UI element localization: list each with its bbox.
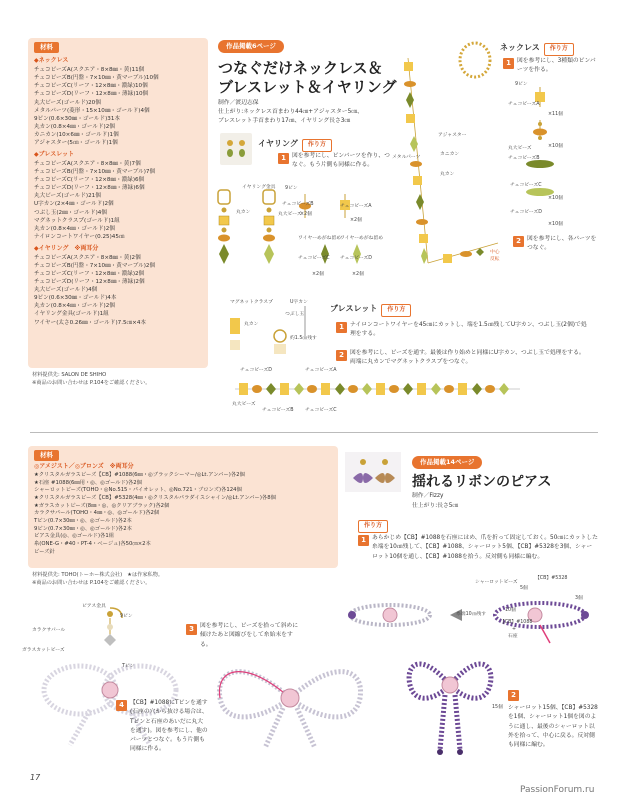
bracelet-bead bbox=[239, 383, 248, 395]
top-bracelet_items-item: チェコビーズD(リーフ・12×8㎜・薄緑)6個 bbox=[34, 185, 145, 192]
necklace-step-1-text: 図を参考にし、3種類のピンパーツを作る。 bbox=[517, 58, 596, 74]
bottom-items-item: ★石座 #1088(6㎜用・◎、◎ゴールド)各2個 bbox=[34, 479, 142, 486]
ribbon-photo-icon bbox=[345, 452, 401, 492]
earring-materials-head: ◆イヤリング ※両耳分 bbox=[34, 244, 99, 252]
lbl-czechD-neck: チェコビーズD bbox=[510, 210, 542, 215]
necklace-chain bbox=[408, 58, 498, 263]
bracelet-how-label: 作り方 bbox=[381, 304, 411, 317]
top-earring_items-item: チェコビーズD(リーフ・12×8㎜・薄緑)2個 bbox=[34, 279, 145, 285]
lbl-maru-dai-br: 丸大ビーズ bbox=[232, 402, 256, 407]
ribbon-step3-diagram bbox=[205, 648, 380, 753]
bracelet-bead bbox=[485, 385, 495, 393]
bracelet-materials-head: ◆ブレスレット bbox=[34, 151, 75, 159]
top-necklace_items-item: メタルパーツ(菱形・15×10㎜・ゴールド)4個 bbox=[34, 107, 150, 114]
lbl-n15: 15個 bbox=[492, 705, 503, 710]
necklace-photo-icon bbox=[455, 40, 495, 80]
title-top-line2: ブレスレット＆イヤリング bbox=[218, 78, 397, 96]
bracelet-bead bbox=[376, 383, 385, 395]
bracelet-bead bbox=[389, 385, 399, 393]
bracelet-bead bbox=[294, 383, 304, 395]
supplier-note-top: ※商品のお問い合わせは P.104をご確認ください。 bbox=[32, 380, 151, 386]
lbl-czechA-ear: チェコビーズA bbox=[340, 204, 372, 209]
earring-title bbox=[258, 138, 332, 152]
lbl-cb5328-top: 【CB】#5328 bbox=[535, 576, 568, 581]
lbl-turn: 反転 bbox=[490, 257, 500, 262]
lbl-x10-a: ×10個 bbox=[548, 144, 563, 149]
necklace-photo bbox=[455, 40, 495, 80]
lbl-marukan-neck: 丸カン bbox=[440, 172, 455, 177]
top-bracelet_items-item: ナイロンコートワイヤー(0.25)45㎝ bbox=[34, 233, 125, 240]
bracelet-bead bbox=[444, 385, 454, 393]
lbl-pin9-pierce: 9ピン bbox=[120, 614, 133, 619]
bottom-items-item: ★クリスタルガラスビーズ【CB】#1088(6㎜・◎ブラックシーマー/◎Lt.アンバー)各2個 bbox=[34, 472, 245, 479]
bottom-items-item: ★クリスタルガラスビーズ【CB】#5328(4㎜・◎クリスタルパラダイスシャイン/◎Lt.アンバー)各8個 bbox=[34, 495, 276, 502]
bottom-items-item: ★ガラスカットビーズ(8㎜・◎、◎クリアブラック)各2個 bbox=[34, 502, 170, 509]
top-earring_items-item: チェコビーズB(円盤・7×10㎜・黄マーブル)2個 bbox=[34, 262, 156, 269]
bottom-items-item: ビーズ針 bbox=[34, 548, 55, 555]
bracelet-bead bbox=[280, 383, 289, 395]
lbl-wire-wrap-2: ワイヤーめがね留め bbox=[340, 236, 384, 241]
lbl-karakusa: カラクサパール bbox=[32, 628, 66, 633]
top-earring_items-item: ワイヤー(太さ0.26㎜・ゴールド)7.5㎝×4本 bbox=[34, 319, 146, 326]
top-earring_items-item: 丸カン(0.8×4㎜・ゴールド)2個 bbox=[34, 303, 115, 310]
lbl-center: 中心 bbox=[490, 250, 500, 255]
ribbon-step-3-num: 3 bbox=[186, 624, 197, 635]
bracelet-bead bbox=[417, 383, 426, 395]
necklace-title-text: ネックレス bbox=[500, 43, 540, 52]
top-earring_items-item: 9ピン(0.6×30㎜・ゴールド)4本 bbox=[34, 295, 117, 302]
lbl-marukan-ear: 丸カン bbox=[236, 210, 251, 215]
necklace-title bbox=[500, 42, 574, 56]
top-necklace_items-item: 9ピン(0.6×30㎜・ゴールド)31本 bbox=[34, 115, 120, 122]
ribbon-step-4-text: 【CB】#1088にTピンを通す(石座の穴から抜ける場合は、Tピンと石座のあいだに丸大を通す)。図を参考にし、他のパーツとつなぐ。もう片側も同様に作る。 bbox=[130, 700, 208, 753]
lbl-n3: 3個 bbox=[575, 596, 583, 601]
ribbon-step-4-num: 4 bbox=[116, 700, 127, 711]
bracelet-step-2-text: 図を参考にし、ビーズを通す。最後は作り始めと同様にU字カン、つぶし玉で処理をする。両端に丸カンでマグネットクラスプをつなぐ。 bbox=[350, 350, 585, 366]
lbl-metal-parts: メタルパーツ bbox=[392, 155, 421, 160]
top-necklace_items-item: チェコビーズA(スクエア・8×8㎜・黄)11個 bbox=[34, 67, 145, 74]
supplier-top: 材料提供先: SALON DE SHIHO bbox=[32, 372, 107, 378]
lbl-cb1088-top: 【CB】#1088 bbox=[500, 620, 533, 625]
top-necklace_items-item: 丸カン(0.8×4㎜・ゴールド)2個 bbox=[34, 123, 115, 130]
top-bracelet_items-item: チェコビーズC(リーフ・12×8㎜・濃緑)6個 bbox=[34, 177, 145, 184]
lbl-n10: 10個 bbox=[505, 608, 516, 613]
bracelet-bead bbox=[472, 383, 482, 395]
lbl-adjuster: アジャスター bbox=[438, 133, 467, 138]
lbl-marukan-br: 丸カン bbox=[244, 322, 259, 327]
bracelet-step-1-text: ナイロンコートワイヤーを45㎝にカットし、端を1.5㎝残してU字カン、つぶし玉(2個)で処理をする。 bbox=[350, 322, 587, 338]
page-badge-top: 作品掲載6ページ bbox=[218, 40, 284, 53]
lbl-kanikan: カニカン bbox=[440, 152, 460, 157]
necklace-materials-list bbox=[34, 66, 202, 147]
bottom-materials-head: ◎アメジスト／◎ブロンズ ※両耳分 bbox=[34, 463, 134, 471]
lbl-pin9-neck: 9ピン bbox=[515, 82, 528, 87]
lbl-czechC-ear: チェコビーズC bbox=[298, 256, 330, 261]
bracelet-bead bbox=[431, 383, 441, 395]
lbl-x2-d: ×2個 bbox=[352, 272, 364, 277]
materials-box-top bbox=[28, 38, 208, 368]
lbl-x10-c: ×10個 bbox=[548, 222, 563, 227]
bracelet-title bbox=[330, 303, 411, 317]
supplier-note-bottom: ※商品のお問い合わせは P.104をご確認ください。 bbox=[32, 580, 151, 586]
bracelet-bead bbox=[307, 385, 317, 393]
top-necklace_items-item: チェコビーズB(円盤・7×10㎜・黄マーブル)10個 bbox=[34, 75, 159, 82]
lbl-maru-dai-ear: 丸大ビーズ bbox=[278, 212, 302, 217]
bracelet-bead bbox=[321, 383, 330, 395]
ribbon-step-2-num: 2 bbox=[508, 690, 519, 701]
bracelet-strand bbox=[225, 375, 525, 405]
lbl-piercing: ピアス金具 bbox=[82, 604, 106, 609]
top-earring_items-item: チェコビーズC(リーフ・12×8㎜・濃緑)2個 bbox=[34, 270, 145, 277]
top-earring_items-item: チェコビーズA(スクエア・8×8㎜・黄)2個 bbox=[34, 254, 141, 261]
finish-bottom: 仕上がり:長さ5㎝ bbox=[412, 503, 459, 509]
finish-top-2: ブレスレット手首まわり17㎝、イヤリング長さ3㎝ bbox=[218, 118, 351, 124]
lbl-x10-b: ×10個 bbox=[548, 196, 563, 201]
bracelet-bead bbox=[458, 383, 467, 395]
necklace-step-2-text: 図を参考にし、各パーツをつなぐ。 bbox=[527, 236, 597, 252]
top-bracelet_items-item: つぶし玉(2㎜・ゴールド)4個 bbox=[34, 209, 107, 216]
lbl-x2-c: ×2個 bbox=[312, 272, 324, 277]
bottom-materials-list bbox=[34, 472, 332, 556]
bracelet-bead bbox=[348, 385, 358, 393]
top-necklace_items-item: アジャスター(5㎝・ゴールド)1個 bbox=[34, 140, 118, 147]
ribbon-step-1-text: あらかじめ【CB】#1088を石座にはめ、爪を折って固定しておく。50㎝にカットした糸端を10㎝残して、【CB】#1088、シャーロット5個、【CB】#5328を3個、シャーロット10個を通し、【CB】#1088を拾う。反対側も同様に編む。 bbox=[372, 535, 598, 560]
bracelet-bead bbox=[499, 383, 509, 395]
earring-step-1-num: 1 bbox=[278, 153, 289, 164]
top-bracelet_items-item: U字カン(2×4㎜・ゴールド)2個 bbox=[34, 201, 114, 208]
lbl-x2-a: ×2個 bbox=[300, 212, 312, 217]
necklace-how-label: 作り方 bbox=[544, 43, 574, 56]
lbl-tsubushi: つぶし玉 bbox=[285, 312, 305, 317]
bracelet-title-text: ブレスレット bbox=[330, 304, 378, 313]
lbl-czechA-neck: チェコビーズA bbox=[508, 102, 540, 107]
earring-left-chain bbox=[218, 190, 230, 264]
lbl-thread-left: 糸端10㎝残す bbox=[456, 612, 487, 617]
necklace-beads bbox=[404, 62, 484, 264]
top-necklace_items-item: カニカン(10×6㎜・ゴールド)1個 bbox=[34, 131, 119, 138]
lbl-plus: + bbox=[512, 627, 517, 632]
lbl-czechB-neck: チェコビーズB bbox=[508, 156, 540, 161]
necklace-materials-head: ◆ネックレス bbox=[34, 57, 69, 65]
title-bottom: 揺れるリボンのピアス bbox=[412, 474, 552, 490]
bracelet-step-2-num: 2 bbox=[336, 350, 347, 361]
bracelet-bead bbox=[335, 383, 345, 395]
lbl-charlotte-top: シャーロットビーズ bbox=[475, 580, 518, 585]
bottom-items-item: カラクサパール(TOHO・4㎜・◎、◎ゴールド)各2個 bbox=[34, 510, 160, 517]
lbl-earring-parts: イヤリング金具 bbox=[242, 185, 276, 190]
bottom-how-label: 作り方 bbox=[358, 520, 388, 533]
necklace-step-2-num: 2 bbox=[513, 236, 524, 247]
section-divider bbox=[30, 432, 598, 433]
top-bracelet_items-item: 丸カン(0.8×4㎜・ゴールド)2個 bbox=[34, 225, 115, 232]
ribbon-photo bbox=[345, 452, 401, 492]
credit-top: 制作／渡辺志保 bbox=[218, 100, 259, 106]
earring-title-text: イヤリング bbox=[258, 139, 298, 148]
earring-photo-icon bbox=[220, 133, 252, 165]
page-badge-bottom: 作品掲載14ページ bbox=[412, 456, 482, 469]
earring-how-label: 作り方 bbox=[302, 139, 332, 152]
earring-materials-list bbox=[34, 254, 202, 327]
bracelet-bead bbox=[362, 383, 372, 395]
top-bracelet_items-item: チェコビーズA(スクエア・8×8㎜・黄)7個 bbox=[34, 160, 141, 167]
top-bracelet_items-item: 丸大ビーズ(ゴールド)21個 bbox=[34, 193, 101, 200]
bracelet-bead bbox=[266, 383, 276, 395]
lbl-czechB-ear: チェコビーズB bbox=[282, 202, 314, 207]
lbl-tpin: Tピン bbox=[122, 664, 135, 669]
lbl-x2-b: ×2個 bbox=[350, 218, 362, 223]
finish-top-1: 仕上がり:ネックレス首まわり44㎝+アジャスター5㎝、 bbox=[218, 109, 363, 115]
materials-box-bottom bbox=[28, 446, 338, 568]
supplier-bottom: 材料提供先: TOHO(トーホー株式会社) ★は作家私物。 bbox=[32, 572, 164, 578]
necklace-step-1-num: 1 bbox=[503, 58, 514, 69]
earring-right-chain bbox=[263, 190, 275, 264]
bracelet-bead bbox=[403, 383, 413, 395]
site-watermark: PassionForum.ru bbox=[520, 785, 595, 795]
bracelet-materials-list bbox=[34, 160, 202, 241]
lbl-czechD-br: チェコビーズD bbox=[240, 368, 272, 373]
bottom-items-item: 9ピン(0.7×30㎜・◎、◎ゴールド)各2本 bbox=[34, 525, 132, 532]
ribbon-step-1-num: 1 bbox=[358, 535, 369, 546]
bracelet-bead bbox=[252, 385, 262, 393]
earring-photo bbox=[220, 133, 252, 165]
lbl-czechA-br: チェコビーズA bbox=[305, 368, 337, 373]
bottom-items-item: ピアス金具(◎、◎ゴールド)各1組 bbox=[34, 533, 114, 540]
lbl-czechC-neck: チェコビーズC bbox=[510, 183, 542, 188]
lbl-u-kan: U字カン bbox=[290, 300, 308, 305]
page-number: 17 bbox=[30, 773, 41, 782]
lbl-about15: 約1.5㎝残す bbox=[290, 336, 317, 341]
lbl-x11: ×11個 bbox=[548, 112, 563, 117]
lbl-stone: 石座 bbox=[508, 634, 518, 639]
top-earring_items-item: イヤリング金具(ゴールド)1組 bbox=[34, 311, 109, 318]
top-necklace_items-item: チェコビーズD(リーフ・12×8㎜・薄緑)10個 bbox=[34, 91, 149, 98]
earring-step-1-text: 図を参考にし、ピンパーツを作り、つなぐ。もう片側も同様に作る。 bbox=[292, 153, 390, 169]
bottom-items-item: 糸(ONE-G・#40・PT-4・ベージュ)各50㎝×2本 bbox=[34, 541, 151, 548]
materials-tag-bottom: 材料 bbox=[34, 450, 59, 461]
top-bracelet_items-item: マグネットクラスプ(ゴールド)1組 bbox=[34, 217, 120, 224]
lbl-czechB-br: チェコビーズB bbox=[262, 408, 294, 413]
lbl-maru-dai-neck: 丸大ビーズ bbox=[508, 146, 532, 151]
top-necklace_items-item: チェコビーズC(リーフ・12×8㎜・濃緑)10個 bbox=[34, 83, 148, 90]
lbl-magnet-clasp: マグネットクラスプ bbox=[230, 300, 273, 305]
lbl-pin9-ear: 9ピン bbox=[285, 186, 298, 191]
ribbon-step-3-text: 図を参考にし、ビーズを拾って斜めに傾けたあと図縮びをして糸始末をする。 bbox=[200, 623, 299, 648]
lbl-czechC-br: チェコビーズC bbox=[305, 408, 337, 413]
credit-bottom: 制作／Fizzy bbox=[412, 493, 444, 499]
ribbon-loop-left bbox=[348, 605, 430, 625]
lbl-n5: 5個 bbox=[520, 586, 528, 591]
earring-diagram bbox=[205, 182, 385, 282]
lbl-wire-wrap-1: ワイヤーめがね留め bbox=[298, 236, 342, 241]
bottom-items-item: シャーロットビーズ(TOHO・◎No.515・パイオレット、◎No.721・ブロンズ)各124個 bbox=[34, 487, 242, 494]
top-necklace_items-item: 丸大ビーズ(ゴールド)20個 bbox=[34, 99, 101, 106]
top-earring_items-item: 丸大ビーズ(ゴールド)4個 bbox=[34, 287, 98, 294]
bracelet-step-1-num: 1 bbox=[336, 322, 347, 333]
lbl-czechD-ear: チェコビーズD bbox=[340, 256, 372, 261]
ribbon-step2-diagram bbox=[400, 640, 510, 760]
ribbon-step-2-text: シャーロット15個、【CB】#5328を1個、シャーロット1個を図のように通し、最後のシャーロット以外を拾って、中心に戻る。反対側も同様に編む。 bbox=[508, 705, 598, 749]
lbl-glass-cut: ガラスカットビーズ bbox=[22, 648, 65, 653]
title-top-line1: つなぐだけネックレス＆ bbox=[218, 59, 383, 77]
top-bracelet_items-item: チェコビーズB(円盤・7×10㎜・黄マーブル)7個 bbox=[34, 169, 156, 175]
bottom-items-item: Tピン(0.7×30㎜・◎、◎ゴールド)各2本 bbox=[34, 518, 132, 525]
materials-tag: 材料 bbox=[34, 42, 59, 53]
